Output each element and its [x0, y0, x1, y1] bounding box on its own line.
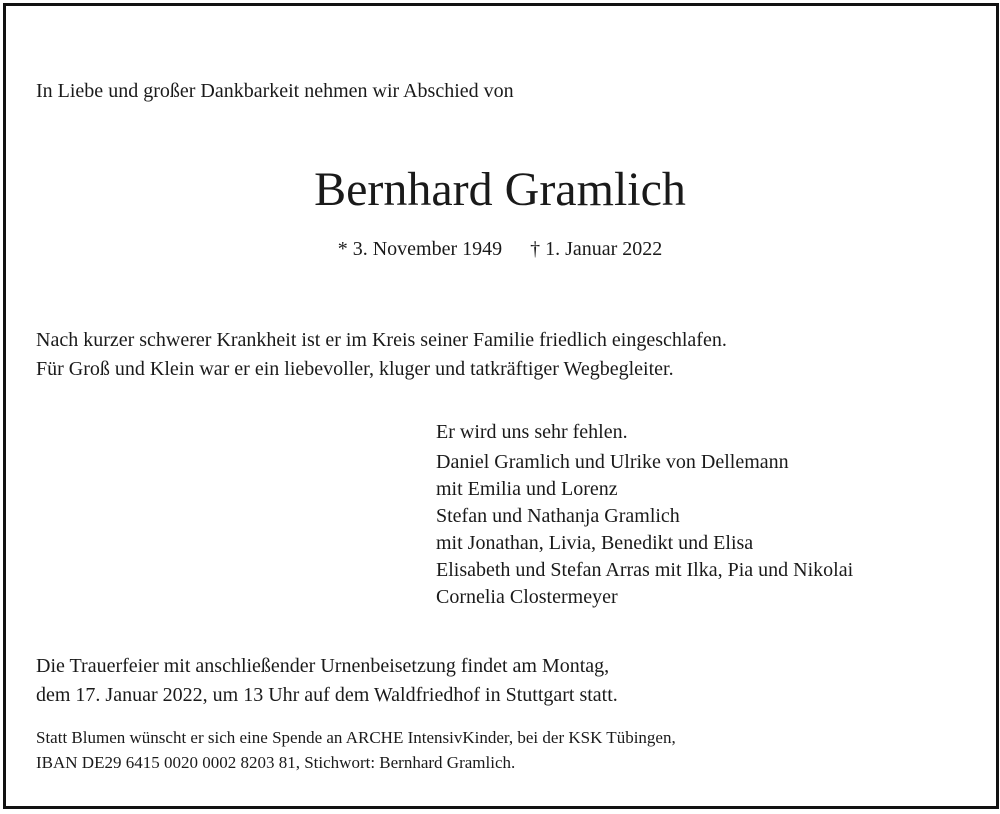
life-dates	[0, 238, 1000, 261]
mourner-line: mit Jonathan, Livia, Benedikt und Elisa	[436, 532, 754, 554]
donation-line: Statt Blumen wünscht er sich eine Spende an ARCHE IntensivKinder, bei der KSK Tübingen,	[36, 728, 676, 747]
donation-paragraph	[36, 725, 676, 775]
mourner-line: Stefan und Nathanja Gramlich	[436, 505, 680, 527]
funeral-paragraph	[36, 652, 618, 710]
missed-text: Er wird uns sehr fehlen.	[436, 421, 628, 443]
mourner-line: Daniel Gramlich und Ulrike von Dellemann	[436, 451, 789, 473]
funeral-line: Die Trauerfeier mit anschließender Urnenbeisetzung findet am Montag,	[36, 655, 610, 677]
mourner-line: mit Emilia und Lorenz	[436, 478, 618, 500]
mourner-line: Cornelia Clostermeyer	[436, 586, 618, 608]
mourners-block	[436, 418, 853, 611]
illness-line: Nach kurzer schwerer Krankheit ist er im Kreis seiner Familie friedlich eingeschlafen.	[36, 329, 727, 351]
funeral-line: dem 17. Januar 2022, um 13 Uhr auf dem Waldfriedhof in Stuttgart statt.	[36, 684, 618, 706]
deceased-name: Bernhard Gramlich	[314, 163, 686, 216]
donation-line: IBAN DE29 6415 0020 0002 8203 81, Stichwort: Bernhard Gramlich.	[36, 753, 516, 772]
illness-line: Für Groß und Klein war er ein liebevoller, kluger und tatkräftiger Wegbegleiter.	[36, 358, 674, 380]
intro-text: In Liebe und großer Dankbarkeit nehmen wir Abschied von	[36, 80, 514, 102]
illness-paragraph	[36, 326, 727, 384]
mourner-line: Elisabeth und Stefan Arras mit Ilka, Pia und Nikolai	[436, 559, 854, 581]
birth-date: * 3. November 1949	[337, 238, 503, 260]
death-date: † 1. Januar 2022	[530, 238, 663, 260]
